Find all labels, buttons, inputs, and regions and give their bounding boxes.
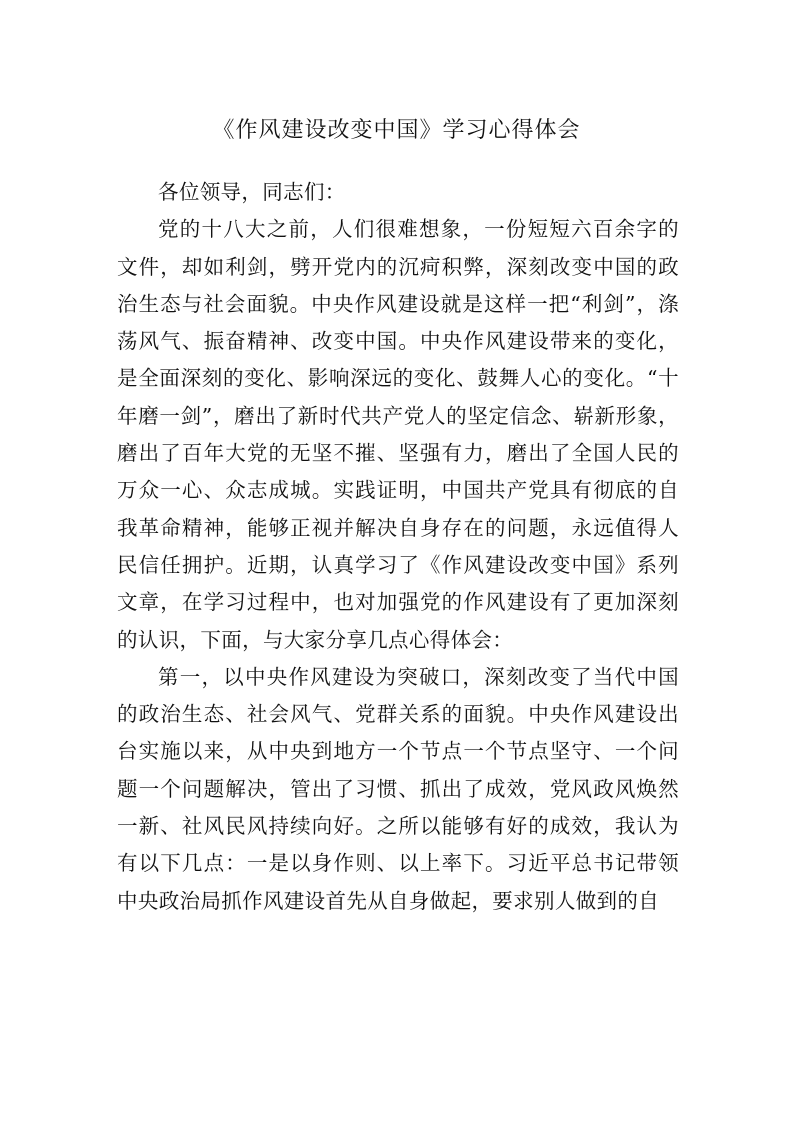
salutation-paragraph: 各位领导，同志们：: [158, 180, 346, 204]
first-point-paragraph: 第一，以中央作风建设为突破口，深刻改变了当代中国的政治生态、社会风气、党群关系的面貌。中央作风建设出台实施以来，从中央到地方一个节点一个节点坚守、一个问题一个问题解决，管出了习惯、抓出了成效，党风政风焕然一新、社风民风持续向好。之所以能够有好的成效，我认为有以下几点：一是以身作则、以上率下。习近平总书记带领中央政治局抓作风建设首先从自身做起，要求别人做到的自: [117, 664, 679, 913]
document-title: 《作风建设改变中国》学习心得体会: [212, 118, 581, 143]
intro-paragraph: 党的十八大之前，人们很难想象，一份短短六百余字的文件，却如利剑，劈开党内的沉疴积弊，深刻改变中国的政治生态与社会面貌。中央作风建设就是这样一把“利剑”，涤荡风气、振奋精神、改变中国。中央作风建设带来的变化，是全面深刻的变化、影响深远的变化、鼓舞人心的变化。“十年磨一剑”，磨出了新时代共产党人的坚定信念、崭新形象，磨出了百年大党的无坚不摧、坚强有力，磨出了全国人民的万众一心、众志成城。实践证明，中国共产党具有彻底的自我革命精神，能够正视并解决自身存在的问题，永远值得人民信任拥护。近期，认真学习了《作风建设改变中国》系列文章，在学习过程中，也对加强党的作风建设有了更加深刻的认识，下面，与大家分享几点心得体会：: [117, 217, 679, 652]
document-body: [117, 174, 679, 920]
